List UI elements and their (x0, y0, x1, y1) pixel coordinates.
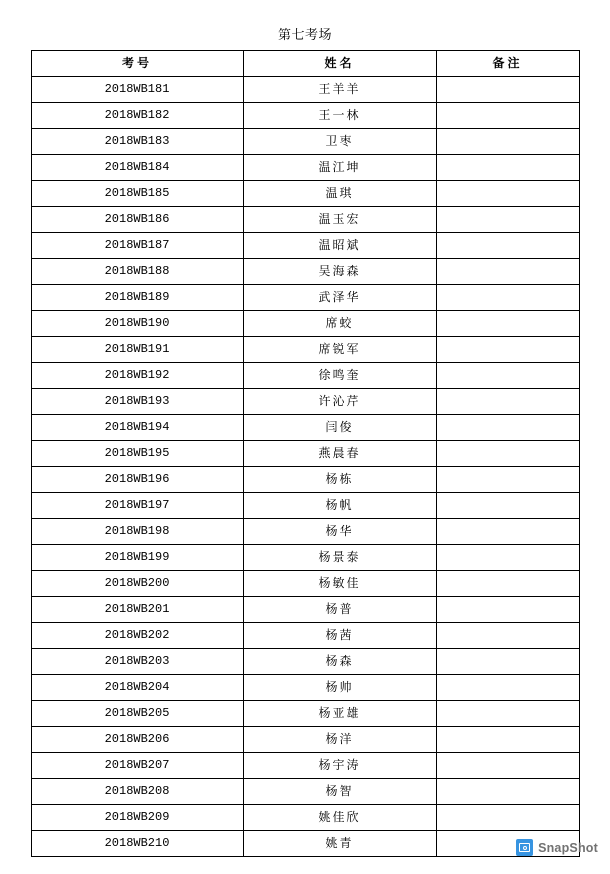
watermark-label: SnapShot (538, 840, 598, 855)
cell-name: 杨景泰 (243, 545, 436, 571)
table-row (31, 623, 579, 649)
cell-exam-id: 2018WB194 (31, 415, 243, 441)
exam-roster-table (31, 50, 580, 857)
cell-name: 杨洋 (243, 727, 436, 753)
cell-note (436, 675, 579, 701)
cell-note (436, 805, 579, 831)
table-row (31, 571, 579, 597)
cell-note (436, 753, 579, 779)
cell-exam-id: 2018WB190 (31, 311, 243, 337)
cell-exam-id: 2018WB184 (31, 155, 243, 181)
cell-exam-id: 2018WB186 (31, 207, 243, 233)
table-row (31, 519, 579, 545)
cell-note (436, 311, 579, 337)
cell-name: 许沁芹 (243, 389, 436, 415)
table-header-row (31, 51, 579, 77)
table-row (31, 207, 579, 233)
watermark (516, 839, 598, 856)
table-row (31, 285, 579, 311)
table-row (31, 77, 579, 103)
cell-exam-id: 2018WB210 (31, 831, 243, 857)
column-header-note: 备注 (436, 51, 579, 77)
cell-note (436, 233, 579, 259)
camera-icon (516, 839, 533, 856)
cell-exam-id: 2018WB200 (31, 571, 243, 597)
cell-name: 武泽华 (243, 285, 436, 311)
cell-note (436, 519, 579, 545)
cell-exam-id: 2018WB183 (31, 129, 243, 155)
cell-exam-id: 2018WB202 (31, 623, 243, 649)
cell-name: 杨森 (243, 649, 436, 675)
table-row (31, 597, 579, 623)
cell-note (436, 77, 579, 103)
cell-exam-id: 2018WB188 (31, 259, 243, 285)
cell-note (436, 441, 579, 467)
table-row (31, 649, 579, 675)
cell-name: 杨普 (243, 597, 436, 623)
cell-exam-id: 2018WB198 (31, 519, 243, 545)
cell-name: 杨帆 (243, 493, 436, 519)
column-header-exam-id: 考号 (31, 51, 243, 77)
table-row (31, 389, 579, 415)
cell-note (436, 207, 579, 233)
page-title: 第七考场 (277, 27, 332, 42)
cell-name: 温昭斌 (243, 233, 436, 259)
cell-note (436, 597, 579, 623)
cell-note (436, 701, 579, 727)
cell-exam-id: 2018WB182 (31, 103, 243, 129)
cell-name: 王羊羊 (243, 77, 436, 103)
table-row (31, 181, 579, 207)
cell-exam-id: 2018WB192 (31, 363, 243, 389)
cell-exam-id: 2018WB205 (31, 701, 243, 727)
column-header-name: 姓名 (243, 51, 436, 77)
table-row (31, 233, 579, 259)
table-row (31, 337, 579, 363)
table-row (31, 545, 579, 571)
cell-note (436, 285, 579, 311)
cell-note (436, 155, 579, 181)
cell-exam-id: 2018WB206 (31, 727, 243, 753)
cell-name: 王一林 (243, 103, 436, 129)
cell-exam-id: 2018WB196 (31, 467, 243, 493)
cell-name: 温江坤 (243, 155, 436, 181)
table-row (31, 441, 579, 467)
cell-exam-id: 2018WB185 (31, 181, 243, 207)
cell-exam-id: 2018WB193 (31, 389, 243, 415)
table-row (31, 363, 579, 389)
cell-note (436, 103, 579, 129)
cell-name: 姚佳欣 (243, 805, 436, 831)
cell-exam-id: 2018WB187 (31, 233, 243, 259)
cell-name: 杨敏佳 (243, 571, 436, 597)
cell-note (436, 571, 579, 597)
cell-name: 杨帅 (243, 675, 436, 701)
cell-note (436, 181, 579, 207)
cell-exam-id: 2018WB189 (31, 285, 243, 311)
cell-name: 席锐军 (243, 337, 436, 363)
cell-exam-id: 2018WB209 (31, 805, 243, 831)
cell-name: 杨栋 (243, 467, 436, 493)
table-row (31, 753, 579, 779)
cell-note (436, 259, 579, 285)
cell-note (436, 727, 579, 753)
cell-exam-id: 2018WB195 (31, 441, 243, 467)
cell-exam-id: 2018WB197 (31, 493, 243, 519)
cell-note (436, 337, 579, 363)
cell-name: 温琪 (243, 181, 436, 207)
cell-name: 温玉宏 (243, 207, 436, 233)
cell-note (436, 467, 579, 493)
cell-note (436, 389, 579, 415)
cell-name: 杨宇涛 (243, 753, 436, 779)
cell-name: 杨茜 (243, 623, 436, 649)
cell-note (436, 363, 579, 389)
cell-note (436, 545, 579, 571)
table-row (31, 493, 579, 519)
cell-exam-id: 2018WB203 (31, 649, 243, 675)
cell-note (436, 493, 579, 519)
table-row (31, 129, 579, 155)
cell-note (436, 779, 579, 805)
table-header (31, 51, 579, 77)
table-row (31, 805, 579, 831)
cell-note (436, 623, 579, 649)
cell-exam-id: 2018WB199 (31, 545, 243, 571)
table-row (31, 831, 579, 857)
cell-exam-id: 2018WB207 (31, 753, 243, 779)
table-row (31, 779, 579, 805)
cell-name: 杨智 (243, 779, 436, 805)
cell-name: 卫枣 (243, 129, 436, 155)
cell-exam-id: 2018WB204 (31, 675, 243, 701)
table-row (31, 103, 579, 129)
table-row (31, 415, 579, 441)
cell-note (436, 649, 579, 675)
cell-exam-id: 2018WB181 (31, 77, 243, 103)
cell-note (436, 129, 579, 155)
cell-name: 闫俊 (243, 415, 436, 441)
cell-name: 徐鸣奎 (243, 363, 436, 389)
cell-note (436, 415, 579, 441)
cell-exam-id: 2018WB201 (31, 597, 243, 623)
cell-name: 杨华 (243, 519, 436, 545)
table-row (31, 467, 579, 493)
cell-name: 燕晨春 (243, 441, 436, 467)
table-row (31, 259, 579, 285)
table-row (31, 155, 579, 181)
cell-name: 吴海森 (243, 259, 436, 285)
cell-name: 席蛟 (243, 311, 436, 337)
cell-exam-id: 2018WB208 (31, 779, 243, 805)
cell-name: 姚青 (243, 831, 436, 857)
cell-exam-id: 2018WB191 (31, 337, 243, 363)
cell-name: 杨亚雄 (243, 701, 436, 727)
table-row (31, 701, 579, 727)
table-row (31, 311, 579, 337)
table-row (31, 675, 579, 701)
table-body (31, 77, 579, 857)
table-row (31, 727, 579, 753)
